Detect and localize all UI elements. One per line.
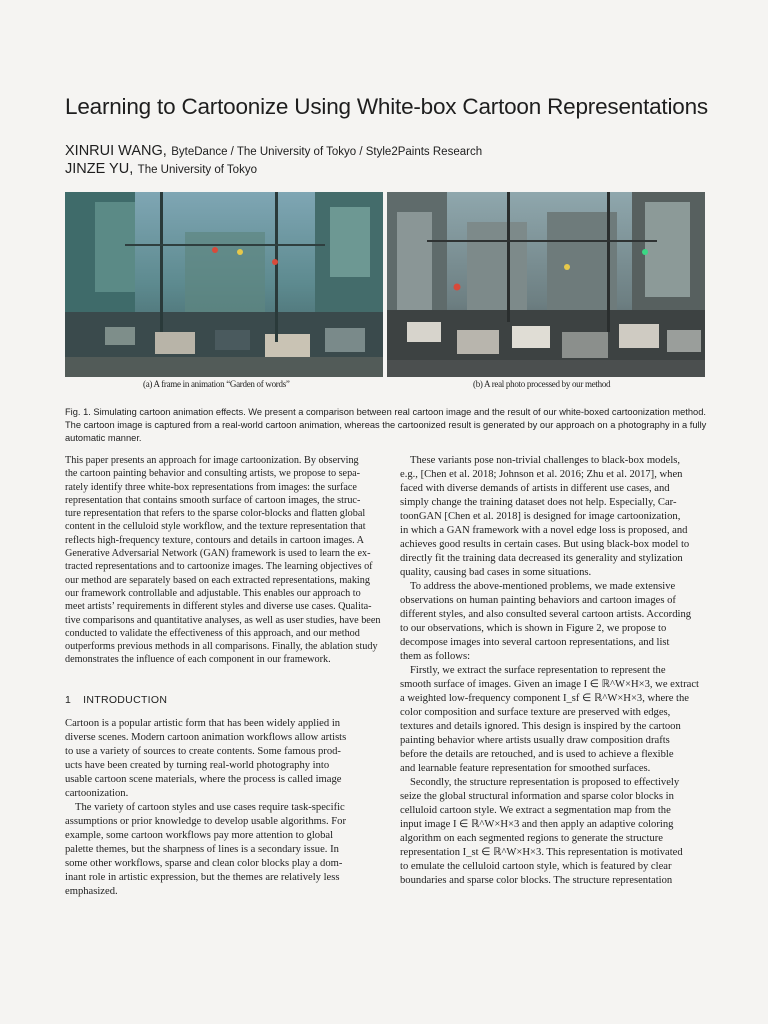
caption-line: Fig. 1. Simulating cartoon animation effects. We present a comparison between real cartoon image and the result of our white-boxed cartoonization method.	[65, 407, 706, 417]
abstract-line: reflects high-frequency texture, contours and details in cartoon images. A	[65, 534, 365, 546]
text-line: decompose images into several cartoon representations, and list	[400, 637, 670, 648]
caption-line: automatic manner.	[65, 433, 142, 443]
text-line: smooth surface of images. Given an image I ∈ ℝ^W×H×3, we extract	[400, 679, 699, 690]
paragraph-surface	[400, 664, 705, 776]
text-line: and learnable feature representation for smoothed surfaces.	[400, 763, 651, 774]
text-line: faced with diverse demands of artists in different use cases, and	[400, 483, 670, 494]
author-affiliation: ByteDance / The University of Tokyo / Style2Paints Research	[171, 146, 483, 158]
abstract-line: tive comparisons and quantitative analyses, as well as user studies, have been	[65, 614, 381, 626]
text-line: some other workflows, sparse and clean color blocks play a dom-	[65, 857, 343, 869]
paper-title: Learning to Cartoonize Using White-box Cartoon Representations	[65, 94, 708, 119]
text-line: celluloid cartoon style. We extract a segmentation map from the	[400, 805, 671, 816]
abstract-line: ture representation that refers to the sparse color-blocks and flatten global	[65, 508, 366, 520]
subcaption-b: (b) A real photo processed by our method	[473, 379, 611, 389]
text-line: painting behavior where artists usually draw composition drafts	[400, 735, 670, 746]
text-line: algorithm on each segmented regions to generate the structure	[400, 833, 663, 844]
abstract-line: conducted to validate the effectiveness of this approach, and our method	[65, 627, 360, 639]
text-line: usable cartoon scene materials, where the process is called image	[65, 773, 342, 785]
text-line: toonGAN [Chen et al. 2018] is designed for image cartoonization,	[400, 511, 681, 522]
abstract	[65, 454, 381, 667]
section-title: INTRODUCTION	[83, 693, 168, 706]
abstract-line: content in the celluloid style workflow, and the texture representation that	[65, 521, 366, 533]
paragraph-black-box	[400, 454, 705, 580]
author-name: JINZE YU,	[65, 161, 134, 177]
paragraph-structure	[400, 776, 705, 888]
text-line: simply change the training dataset does not help. Especially, Car-	[400, 497, 677, 508]
processed-photo-image	[387, 192, 705, 377]
text-line: Secondly, the structure representation is proposed to effectively	[410, 777, 680, 788]
intro-paragraph-2	[65, 801, 370, 899]
abstract-line: representation that contains smooth surface of cartoon images, the struc-	[65, 494, 361, 506]
abstract-line: outperforms previous methods in all comparisons. Finally, the ablation study	[65, 641, 378, 653]
abstract-line: Generative Adversarial Network (GAN) framework is used to learn the ex-	[65, 548, 371, 560]
text-line: representation I_st ∈ ℝ^W×H×3. This representation is motivated	[400, 847, 683, 858]
text-line: assumptions or prior knowledge to develop usable algorithms. For	[65, 815, 346, 827]
section-number: 1	[65, 693, 72, 706]
text-line: boundaries and sparse color blocks. The structure representation	[400, 875, 673, 886]
text-line: ucts have been created by turning real-world photography into	[65, 759, 330, 771]
text-line: to use a variety of sources to create contents. Some famous prod-	[65, 745, 341, 757]
text-line: These variants pose non-trivial challenges to black-box models,	[410, 455, 681, 466]
abstract-line: our method are separately based on each extracted representations, making	[65, 574, 370, 586]
text-line: achieves good results in certain cases. But using black-box model to	[400, 539, 690, 550]
text-line: to emulate the celluloid cartoon style, which is featured by clear	[400, 861, 672, 872]
text-line: in which a GAN framework with a novel edge loss is proposed, and	[400, 525, 688, 536]
text-line: different styles, and also consulted several cartoon artists. According	[400, 609, 692, 620]
text-line: directly fit the training data decreased its generality and stylization	[400, 553, 683, 564]
text-line: Firstly, we extract the surface representation to represent the	[410, 665, 666, 676]
text-line: input image I ∈ ℝ^W×H×3 and then apply an adaptive coloring	[400, 819, 674, 830]
author-2	[65, 160, 257, 178]
text-line: emphasized.	[65, 885, 118, 897]
abstract-line: rately identify three white-box representations from images: the surface	[65, 481, 357, 493]
section-heading	[65, 693, 370, 707]
author-name: XINRUI WANG,	[65, 143, 167, 159]
cartoon-frame-image	[65, 192, 383, 377]
teaser-figure	[65, 192, 705, 377]
text-line: Cartoon is a popular artistic form that has been widely applied in	[65, 717, 341, 729]
right-column	[400, 454, 705, 888]
text-line: cartoonization.	[65, 787, 129, 799]
author-1	[65, 142, 482, 160]
abstract-line: demonstrates the influence of each component in our framework.	[65, 654, 331, 666]
abstract-line: our framework controllable and adjustable. This enables our approach to	[65, 587, 361, 599]
author-affiliation: The University of Tokyo	[137, 164, 257, 176]
text-line: quality, causing bad cases in some situations.	[400, 567, 592, 578]
text-line: color composition and surface texture are preserved with edges,	[400, 707, 671, 718]
text-line: before the details are retouched, and is used to achieve a flexible	[400, 749, 674, 760]
text-line: inant role in artistic expression, but the themes are relatively less	[65, 871, 340, 883]
text-line: palette themes, but the sharpness of lines is a secondary issue. In	[65, 843, 339, 855]
figure-caption	[65, 406, 705, 445]
paragraph-observations	[400, 580, 705, 664]
text-line: observations on human painting behaviors and cartoon images of	[400, 595, 676, 606]
text-line: e.g., [Chen et al. 2018; Johnson et al. 2016; Zhu et al. 2017], when	[400, 469, 683, 480]
text-line: example, some cartoon workflows pay more attention to global	[65, 829, 334, 841]
text-line: textures and details ignored. This design is inspired by the cartoon	[400, 721, 681, 732]
intro-paragraph-1	[65, 717, 370, 801]
subcaption-a: (a) A frame in animation “Garden of words”	[143, 379, 290, 389]
text-line: To address the above-mentioned problems, we made extensive	[410, 581, 676, 592]
text-line: seize the global structural information and sparse color blocks in	[400, 791, 674, 802]
text-line: them as follows:	[400, 651, 471, 662]
text-line: The variety of cartoon styles and use cases require task-specific	[75, 801, 345, 813]
caption-line: The cartoon image is captured from a real-world cartoon animation, whereas the cartoonized result is generated by our approach on a photography in a fully	[65, 420, 707, 430]
left-column	[65, 454, 381, 899]
text-line: to our observations, which is shown in Figure 2, we propose to	[400, 623, 667, 634]
abstract-line: tracted representations and to cartoonize images. The learning objectives of	[65, 561, 373, 573]
text-line: diverse scenes. Modern cartoon animation workflows allow artists	[65, 731, 347, 743]
abstract-line: meet artists’ requirements in different styles and diverse use cases. Qualita-	[65, 601, 372, 613]
abstract-line: the cartoon painting behavior and consulting artists, we propose to sepa-	[65, 468, 361, 480]
abstract-line: This paper presents an approach for image cartoonization. By observing	[65, 455, 359, 466]
text-line: a weighted low-frequency component I_sf ∈ ℝ^W×H×3, where the	[400, 693, 689, 704]
